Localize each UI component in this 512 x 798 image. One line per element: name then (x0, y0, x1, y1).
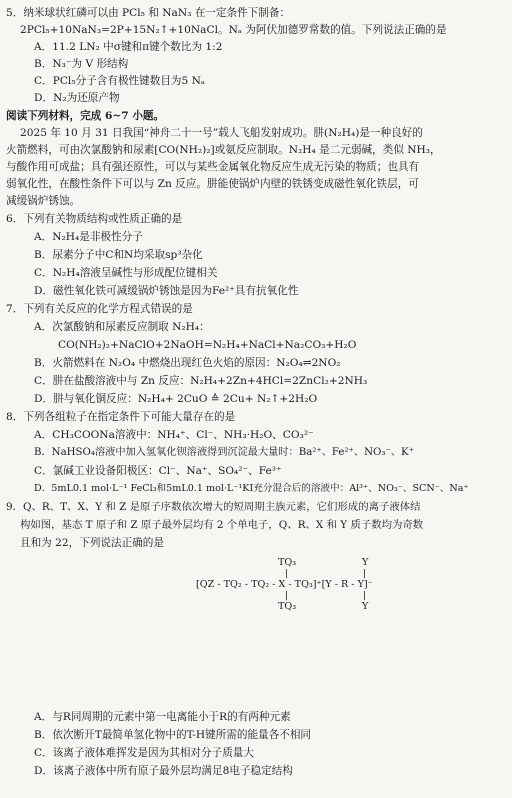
reading-para-line3: 与酸作用可成盐；具有强还原性，可以与某些金属氧化物反应生成无污染的物质；也具有 (6, 161, 420, 173)
structure-bottom-tq3: TQ₃ (278, 601, 297, 612)
q8-option-c: C．氯碱工业设备阳极区：Cl⁻、Na⁺、SO₄²⁻、Fe³⁺ (34, 465, 282, 477)
reading-para-line2: 火箭燃料，可由次氯酸钠和尿素[CO(NH₂)₂]或氨反应制取。N₂H₄ 是二元弱碱，类似 NH₃， (6, 144, 441, 156)
q8-option-b: B．NaHSO₄溶液中加入氢氧化钡溶液得到沉淀最大量时：Ba²⁺、Fe²⁺、NO₃⁻、K⁺ (34, 447, 415, 458)
structure-anion-top-y: Y (362, 557, 369, 568)
q9-option-c: C．该离子液体难挥发是因为其相对分子质量大 (34, 747, 254, 759)
q9-stem-line2: 构如图，基态 T 原子和 Z 原子最外层均有 2 个单电子，Q、R、X 和 Y 质子数均为奇数 (20, 519, 424, 531)
q5-stem-line1: 5．纳米球状红磷可以由 PCl₅ 和 NaN₃ 在一定条件下制备： (6, 7, 291, 19)
q9-stem-line1: 9．Q、R、T、X、Y 和 Z 是原子序数依次增大的短周期主族元素，它们形成的离子液体结 (6, 501, 421, 513)
q9-option-b: B．依次断开T最简单氢化物中的T-H键所需的能量各不相同 (34, 729, 312, 741)
q6-option-b: B．尿素分子中C和N均采取sp³杂化 (34, 249, 203, 261)
q6-option-c: C．N₂H₄溶液呈碱性与形成配位键相关 (34, 267, 218, 279)
q5-option-d: D．N₂为还原产物 (34, 92, 120, 104)
q7-option-d: D．肼与氧化铜反应：N₂H₄+ 2CuO ≙ 2Cu+ N₂↑+2H₂O (34, 393, 318, 405)
q6-option-a: A．N₂H₄是非极性分子 (34, 231, 143, 243)
structure-anion-bottom-bond: | (363, 590, 367, 601)
q5-option-b: B．N₃⁻为 V 形结构 (34, 58, 129, 70)
q7-option-a-equation: CO(NH₂)₂+NaClO+2NaOH=N₂H₄+NaCl+Na₂CO₃+H₂O (58, 339, 357, 351)
structure-anion-top-bond: | (363, 568, 367, 579)
q5-option-a: A．11.2 LN₂ 中σ键和π键个数比为 1:2 (34, 41, 223, 53)
q7-option-c: C．肼在盐酸溶液中与 Zn 反应：N₂H₄+2Zn+4HCl=2ZnCl₂+2NH₃ (34, 375, 368, 387)
reading-para-line1: 2025 年 10 月 31 日我国“神舟二十一号”载人飞船发射成功。肼(N₂H₄)是一种良好的 (20, 127, 423, 139)
structure-bottom-bond: | (285, 590, 289, 601)
q9-ionic-liquid-structure (196, 558, 396, 616)
q7-option-b: B．火箭燃料在 N₂O₄ 中燃烧出现红色火焰的原因：N₂O₄⇌2NO₂ (34, 357, 341, 369)
reading-title: 阅读下列材料，完成 6~7 小题。 (6, 110, 165, 122)
q9-option-d: D．该离子液体中所有原子最外层均满足8电子稳定结构 (34, 765, 293, 777)
q9-stem-line3: 且和为 22，下列说法正确的是 (20, 537, 164, 549)
q8-stem: 8．下列各组粒子在指定条件下可能大量存在的是 (6, 411, 236, 423)
reading-para-line4: 弱氧化性，在酸性条件下可以与 Zn 反应。肼能使锅炉内壁的铁锈变成磁性氧化铁层，可 (6, 178, 419, 190)
structure-top-bond: | (285, 568, 289, 579)
structure-anion-bottom-y: Y (362, 601, 369, 612)
q5-option-c: C．PCl₅分子含有极性键数目为5 Nₐ (34, 75, 205, 87)
q7-option-a: A．次氯酸钠和尿素反应制取 N₂H₄： (34, 321, 210, 333)
q8-option-d: D．5mL0.1 mol·L⁻¹ FeCl₃和5mL0.1 mol·L⁻¹KI充分混合后的溶液中：Al³⁺、NO₃⁻、SCN⁻、Na⁺ (34, 483, 469, 494)
q6-option-d: D．磁性氧化铁可减缓锅炉锈蚀是因为Fe²⁺具有抗氧化性 (34, 285, 299, 297)
q7-stem: 7．下列有关反应的化学方程式错误的是 (6, 303, 193, 315)
structure-main-chain: [QZ - TQ₂ - TQ₂ - X - TQ₃]⁺[Y - R - Y]⁻ (196, 579, 373, 590)
q5-stem-line2: 2PCl₅+10NaN₃=2P+15N₂↑+10NaCl。Nₐ 为阿伏加德罗常数的值。下列说法正确的是 (20, 24, 447, 36)
q6-stem: 6．下列有关物质结构或性质正确的是 (6, 213, 183, 225)
q9-option-a: A．与R同周期的元素中第一电离能小于R的有两种元素 (34, 711, 291, 723)
q8-option-a: A．CH₃COONa溶液中：NH₄⁺、Cl⁻、NH₃·H₂O、CO₃²⁻ (34, 429, 314, 441)
reading-para-line5: 减缓锅炉锈蚀。 (6, 195, 81, 207)
structure-top-tq3: TQ₃ (278, 557, 297, 568)
